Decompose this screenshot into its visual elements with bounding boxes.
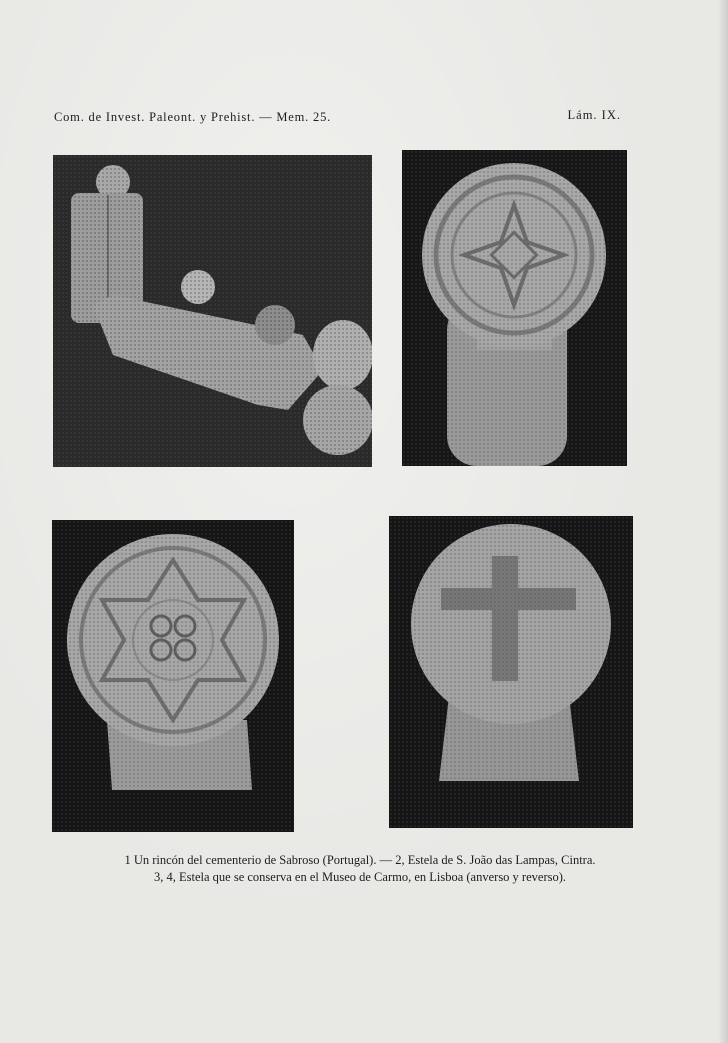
- plate-number: Lám. IX.: [567, 108, 621, 122]
- caption-line-1: 1 Un rincón del cementerio de Sabroso (Portugal). — 2, Estela de S. João das Lampas, Cintra.: [124, 853, 596, 867]
- caption-line-2: 3, 4, Estela que se conserva en el Museo de Carmo, en Lisboa (anverso y reverso).: [153, 870, 567, 884]
- photo-stela-sao-joao-das-lampas: [402, 150, 627, 466]
- series-header: Com. de Invest. Paleont. y Prehist. — Mem. 25.: [54, 110, 332, 124]
- photo-stela-carmo-reverse: [389, 516, 633, 828]
- photo-cemetery-sabroso: [53, 155, 372, 467]
- page-edge-shadow: [718, 0, 728, 1043]
- plate-caption: [40, 852, 680, 886]
- photo-stela-carmo-obverse: [52, 520, 294, 832]
